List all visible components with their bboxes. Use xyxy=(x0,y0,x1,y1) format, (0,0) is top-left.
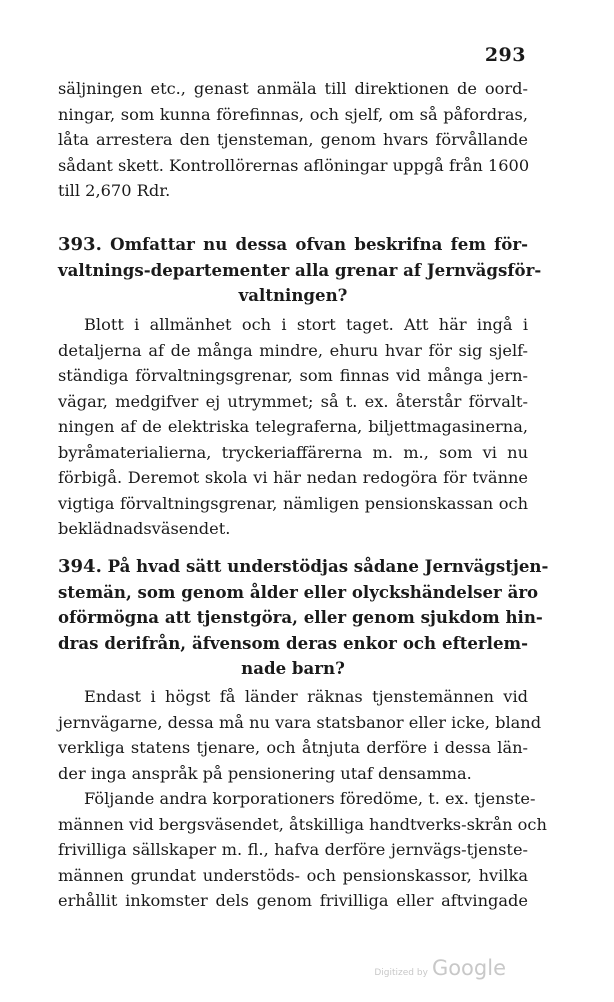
text-line: vigtiga förvaltningsgrenar, nämligen pensionskassan och xyxy=(58,493,528,513)
text-line: Följande andra korporationers föredöme, t. ex. tjenste- xyxy=(84,789,536,808)
text-line: jernvägarne, dessa må nu vara statsbanor eller icke, bland xyxy=(58,712,542,732)
text-line: vägar, medgifver ej utrymmet; så t. ex. återstår förvalt- xyxy=(58,391,528,411)
heading-line: stemän, som genom ålder eller olyckshändelser äro xyxy=(58,581,539,602)
text-line: frivilliga sällskaper m. fl., hafva derföre jernvägs-tjenste- xyxy=(58,840,528,859)
text-line: ningar, som kunna förefinnas, och sjelf, om så påfordras, xyxy=(58,104,528,124)
text-line: der inga anspråk på pensionering utaf densamma. xyxy=(58,763,472,783)
text-line: ständiga förvaltningsgrenar, som finnas vid många jern- xyxy=(58,366,528,385)
text-line: låta arrestera den tjensteman, genom hvars förvållande xyxy=(58,130,528,149)
text-line: sådant skett. Kontrollörernas aflöningar uppgå från 1600 xyxy=(58,155,530,175)
text-line: erhållit inkomster dels genom frivilliga eller aftvingade xyxy=(58,891,528,910)
text-line: beklädnadsväsendet. xyxy=(58,519,231,538)
text-line: byråmaterialierna, tryckeriaffärerna m. m., som vi nu xyxy=(58,442,528,462)
text-line: Endast i högst få länder räknas tjenstemännen vid xyxy=(84,687,528,706)
text-line: förbigå. Deremot skola vi här nedan redogöra för tvänne xyxy=(58,468,528,487)
section-393-heading xyxy=(58,232,542,309)
heading-line: dras derifrån, äfvensom deras enkor och efterlem- xyxy=(58,632,528,653)
text-line: Blott i allmänhet och i stort taget. Att här ingå i xyxy=(84,315,528,334)
text-line: verkliga statens tjenare, och åtnjuta derföre i dessa län- xyxy=(58,738,528,757)
section-394-body xyxy=(58,684,547,914)
text-line: säljningen etc., genast anmäla till direktionen de oord- xyxy=(58,79,528,98)
watermark-prefix: Digitized by xyxy=(374,968,428,978)
heading-line: nade barn? xyxy=(241,658,345,678)
text-line: detaljerna af de många mindre, ehuru hvar för sig sjelf- xyxy=(58,340,528,360)
heading-line: valtnings-departementer alla grenar af Jernvägsför- xyxy=(58,259,542,280)
paragraph-continued xyxy=(58,76,528,204)
section-number: 393. xyxy=(58,234,102,255)
heading-text: På hvad sätt understödjas sådane Jernvägstjen- xyxy=(107,556,549,576)
section-number: 394. xyxy=(58,556,102,577)
heading-line: valtningen? xyxy=(238,285,348,305)
text-line: männen vid bergsväsendet, åtskilliga handtverks-skrån och xyxy=(58,814,547,834)
section-393-body xyxy=(58,312,528,542)
section-394-heading xyxy=(58,554,549,682)
page-number: 293 xyxy=(484,44,526,66)
text-line: männen grundat understöds- och pensionskassor, hvilka xyxy=(58,865,528,885)
text-line: ningen af de elektriska telegraferna, biljettmagasinerna, xyxy=(58,417,528,436)
text-line: till 2,670 Rdr. xyxy=(58,181,171,200)
heading-text: Omfattar nu dessa ofvan beskrifna fem för- xyxy=(110,234,528,254)
heading-line xyxy=(58,232,528,258)
heading-line xyxy=(58,554,549,580)
heading-line: oförmögna att tjenstgöra, eller genom sjukdom hin- xyxy=(58,607,543,627)
watermark-brand: Google xyxy=(431,956,506,980)
digitized-watermark xyxy=(374,956,506,980)
